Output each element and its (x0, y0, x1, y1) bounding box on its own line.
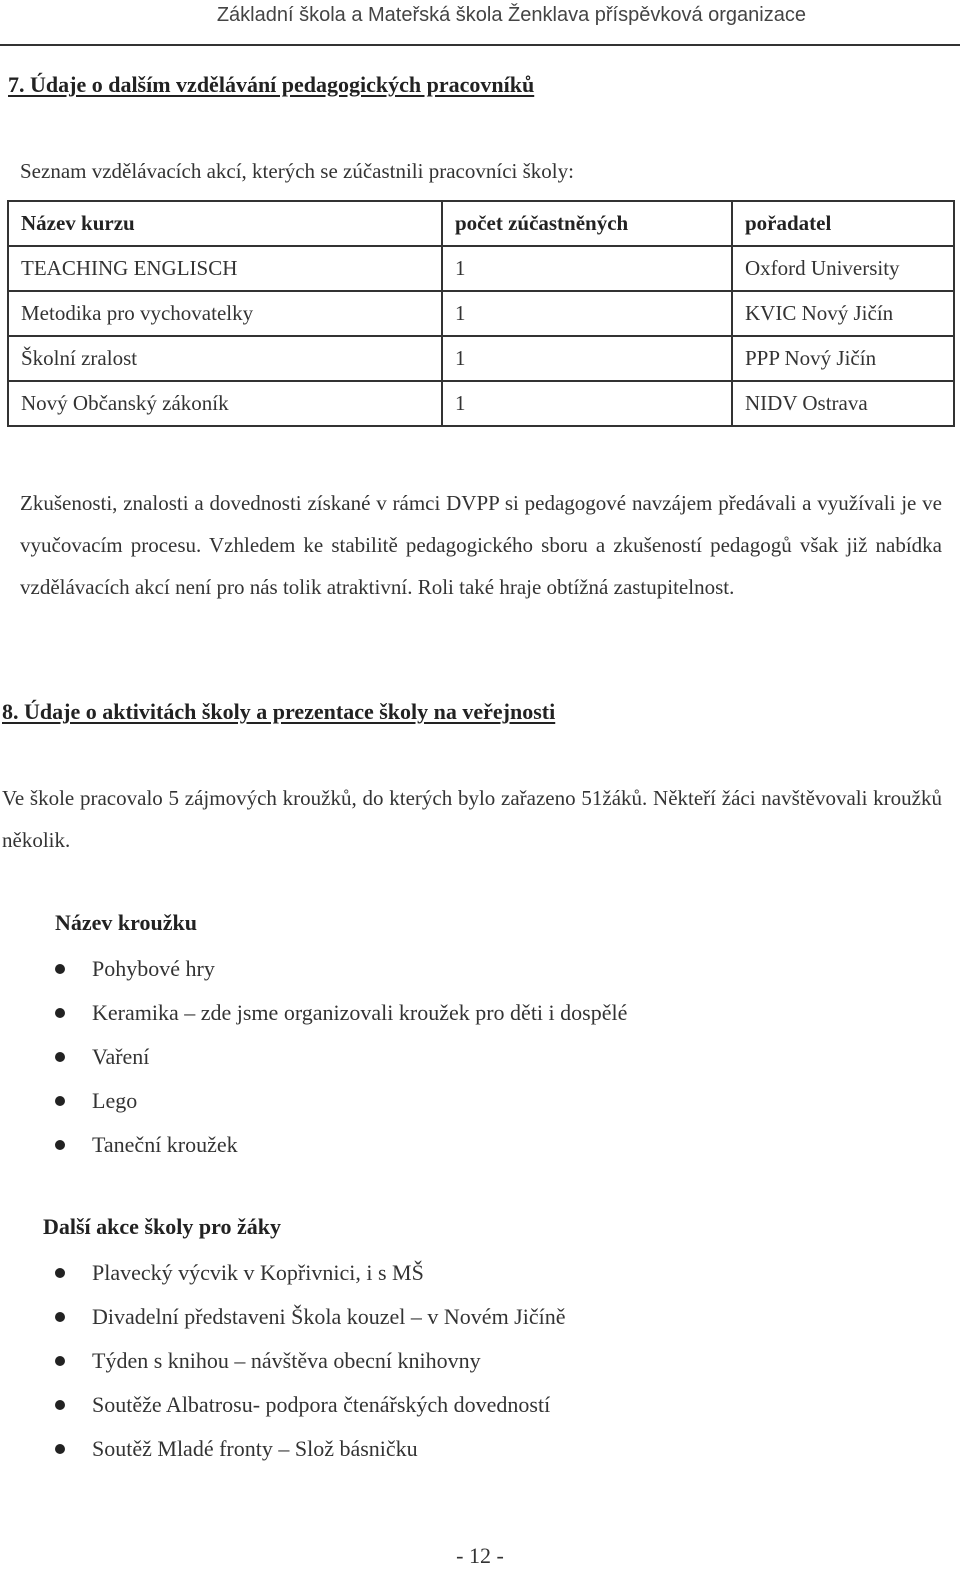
table-row (8, 246, 954, 291)
list-item: Keramika – zde jsme organizovali kroužek pro děti i dospělé (55, 991, 627, 1035)
column-header-course: Název kurzu (8, 201, 442, 246)
participant-count: 1 (442, 246, 732, 291)
list-item: Soutěže Albatrosu- podpora čtenářských dovedností (55, 1383, 566, 1427)
participant-count: 1 (442, 336, 732, 381)
page-header: Základní škola a Mateřská škola Ženklava příspěvková organizace (216, 4, 806, 26)
list-item: Taneční kroužek (55, 1123, 627, 1167)
events-list-title: Další akce školy pro žáky (43, 1214, 281, 1239)
clubs-list (55, 947, 627, 1167)
organizer: KVIC Nový Jičín (732, 291, 954, 336)
clubs-paragraph: Ve škole pracovalo 5 zájmových kroužků, do kterých bylo zařazeno 51žáků. Někteří žáci navštěvovali kroužků několik. (2, 786, 942, 852)
list-item: Pohybové hry (55, 947, 627, 991)
section-8-heading: 8. Údaje o aktivitách školy a prezentace školy na veřejnosti (2, 699, 556, 724)
list-item: Soutěž Mladé fronty – Slož básničku (55, 1427, 566, 1471)
course-name: TEACHING ENGLISCH (8, 246, 442, 291)
dvpp-paragraph: Zkušenosti, znalosti a dovednosti získané v rámci DVPP si pedagogové navzájem předávali a využívali je ve vyučovacím procesu. Vzhledem ke stabilitě pedagogického sboru a zkušeností pedagogů však již nabídka vzdělávacích akcí není pro nás tolik atraktivní. Roli také hraje obtížná zastupitelnost. (20, 491, 942, 599)
courses-table (7, 200, 955, 427)
course-name: Metodika pro vychovatelky (8, 291, 442, 336)
list-item: Týden s knihou – návštěva obecní knihovny (55, 1339, 566, 1383)
header-divider (0, 44, 960, 46)
courses-intro: Seznam vzdělávacích akcí, kterých se zúčastnili pracovníci školy: (20, 159, 574, 183)
table-row (8, 336, 954, 381)
organizer: PPP Nový Jičín (732, 336, 954, 381)
column-header-participants: počet zúčastněných (442, 201, 732, 246)
list-item: Plavecký výcvik v Kopřivnici, i s MŠ (55, 1251, 566, 1295)
list-item: Divadelní představeni Škola kouzel – v Novém Jičíně (55, 1295, 566, 1339)
course-name: Školní zralost (8, 336, 442, 381)
page-number: - 12 - (456, 1543, 504, 1568)
organizer: NIDV Ostrava (732, 381, 954, 426)
section-7-heading: 7. Údaje o dalším vzdělávání pedagogických pracovníků (8, 72, 535, 97)
table-row (8, 291, 954, 336)
clubs-list-title: Název kroužku (55, 910, 197, 935)
events-list (55, 1251, 566, 1471)
column-header-organizer: pořadatel (732, 201, 954, 246)
participant-count: 1 (442, 291, 732, 336)
course-name: Nový Občanský zákoník (8, 381, 442, 426)
table-header-row (8, 201, 954, 246)
participant-count: 1 (442, 381, 732, 426)
organizer: Oxford University (732, 246, 954, 291)
list-item: Lego (55, 1079, 627, 1123)
list-item: Vaření (55, 1035, 627, 1079)
table-row (8, 381, 954, 426)
